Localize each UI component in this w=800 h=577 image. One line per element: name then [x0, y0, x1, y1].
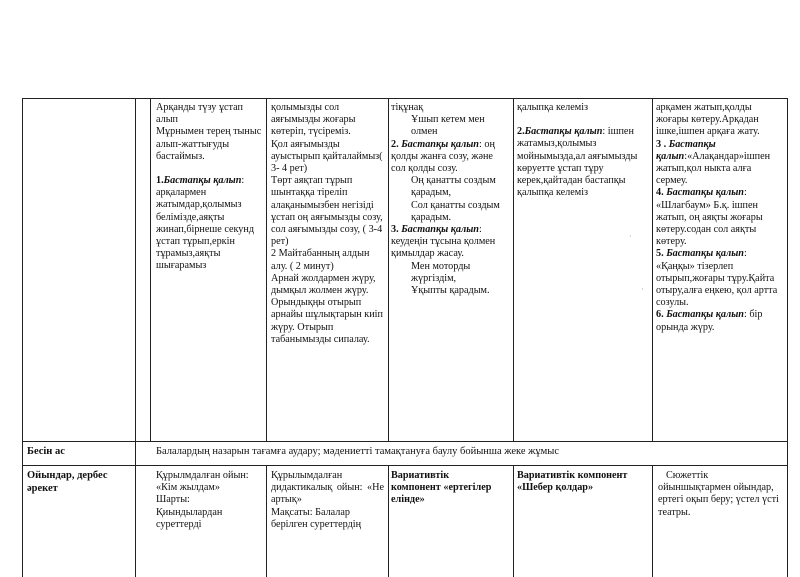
cell-text: 2.	[517, 126, 525, 138]
cell-paragraph	[391, 224, 509, 261]
row-label-lunch: Бесін ас	[27, 446, 65, 457]
cell-text: 6.	[656, 309, 667, 321]
games-cell-2a: Құрылымдалған дидактикалық ойын: «Не артық»	[271, 470, 384, 506]
cell-paragraph	[391, 102, 509, 114]
cell-text: 3.	[391, 224, 402, 236]
games-cell-1: Құрылмдалған ойын: «Кім жылдам» Шарты: Қиындылардан суреттерді	[156, 470, 249, 530]
cell-text: :«Алақандар»ішпен жатып,қол ныкта алға сермеу.	[656, 150, 771, 187]
column-divider	[266, 465, 267, 577]
column-divider	[388, 465, 389, 577]
cell-paragraph	[391, 139, 509, 176]
column-divider	[388, 98, 389, 441]
cell-text: 1.	[156, 175, 164, 187]
column-divider	[150, 98, 151, 441]
cell-text: Ұшып кетем мен олмен	[411, 114, 485, 138]
exercise-cell-4	[517, 102, 649, 199]
cell-paragraph	[156, 126, 262, 163]
cell-text: Бастапқы қалып	[666, 309, 744, 321]
cell-text: : кеудеңін тұсына қолмен қимылдар жасау.	[391, 224, 496, 260]
cell-text: Ұқыпты қарадым.	[411, 285, 490, 297]
cell-paragraph	[517, 102, 649, 114]
cell-text: Мен моторды жүргіздім,	[411, 260, 471, 284]
row-divider	[22, 465, 788, 466]
cell-text: қолымызды сол аяғымызды жоғары көтеріп, түсіреміз.	[271, 102, 356, 138]
cell-paragraph	[156, 175, 262, 273]
cell-text: Бастапқы қалып	[666, 187, 744, 199]
cell-paragraph	[656, 139, 784, 188]
cell-text: Сол қанатты создым қарадым.	[411, 199, 500, 223]
cell-text: Мұрнымен терең тыныс алып-жаттығуды бастаймыз.	[156, 126, 262, 162]
scan-speck: ·	[629, 232, 632, 241]
exercise-cell-3	[391, 102, 509, 297]
cell-paragraph	[656, 309, 784, 333]
cell-paragraph	[271, 273, 384, 297]
column-divider	[513, 98, 514, 441]
cell-text: Бастапқы қалып	[656, 138, 716, 162]
row-label-games: Ойындар, дербес әрекет	[27, 470, 108, 494]
cell-text: Бастапқы қалып	[666, 248, 744, 260]
games-cell-2b: Мақсаты: Балалар берілген суреттердің	[271, 507, 362, 531]
cell-paragraph	[156, 102, 262, 126]
table-left-border	[22, 98, 23, 577]
cell-text: 5.	[656, 248, 667, 260]
cell-text: : оң қолды жанға созу, және сол қолды созу.	[391, 138, 495, 175]
cell-text: : ішпен жатамыз,қолымыз мойнымызда,ал аяғымызды көруетте ұстап тұру керек,қайтадан бастапқы қалыпқа келеміз	[517, 126, 638, 199]
cell-text: : «Шлагбаум» Б.қ. ішпен жатып, оң аяқты жоғары көтеру.содан сол аяқты көтеру.	[656, 187, 763, 248]
cell-text: Арқанды түзу ұстап алып	[156, 102, 243, 126]
cell-text: 3 .	[656, 138, 669, 150]
cell-paragraph	[271, 175, 384, 248]
column-divider	[135, 98, 136, 577]
cell-text: Бастапқы қалып	[524, 126, 603, 138]
cell-paragraph	[391, 175, 509, 199]
cell-text: 2.	[391, 138, 402, 150]
cell-text: арқамен жатып,қолды жоғары көтеру.Арқадан ішке,ішпен арқаға жату.	[656, 102, 760, 138]
row-divider	[22, 441, 788, 442]
exercise-cell-2	[271, 102, 384, 346]
cell-paragraph	[391, 261, 509, 285]
column-divider	[513, 465, 514, 577]
cell-paragraph	[271, 139, 384, 176]
exercise-cell-5	[656, 102, 784, 334]
cell-text: : «Қаңқы» тізерлеп отырып,жоғары тұру.Қайта отыру,алға еңкею, қол артта созулы.	[656, 248, 778, 309]
games-cell-3: Вариативтік компонент «ертегілер елінде»	[391, 470, 492, 506]
cell-text: Қол аяғымызды ауыстырып қайталаймыз( 3- 4 рет)	[271, 138, 383, 175]
lunch-description: Балалардың назарын тағамға аудару; мәдениетті тамақтануға баулу бойынша жеке жұмыс	[156, 446, 559, 457]
scan-speck: ·	[641, 285, 644, 294]
cell-text: Орындықңы отырып арнайы шұлықтарын киіп жүру. Отырып табанымызды сипалау.	[271, 297, 383, 345]
cell-text: : бір орында жүру.	[656, 309, 763, 333]
cell-paragraph	[656, 102, 784, 139]
cell-paragraph	[517, 114, 649, 126]
exercise-cell-1	[156, 102, 262, 273]
cell-paragraph	[156, 163, 262, 175]
column-divider	[652, 465, 653, 577]
cell-text: : арқалармен жатымдар,қолымыз белімізде,аяқты жинап,бірнеше секунд ұстап тұрып,еркін тұрамыз,аяқты шығарамыз	[156, 175, 255, 272]
cell-paragraph	[656, 187, 784, 248]
cell-paragraph	[271, 297, 384, 346]
column-divider	[266, 98, 267, 441]
cell-paragraph	[391, 200, 509, 224]
cell-paragraph	[271, 248, 384, 272]
cell-paragraph	[656, 248, 784, 309]
cell-text: қалыпқа келеміз	[517, 102, 589, 113]
cell-paragraph	[391, 285, 509, 297]
cell-text: 2 Майтабанның алдын алу. ( 2 минут)	[271, 248, 370, 272]
cell-paragraph	[271, 102, 384, 139]
table-right-border	[787, 98, 788, 577]
cell-paragraph	[391, 114, 509, 138]
games-cell-4: Вариативтік компонент «Шебер қолдар»	[517, 470, 628, 494]
games-cell-5: Сюжеттік ойыншықтармен ойындар, ертегі оқып беру; үстел үсті театры.	[658, 470, 779, 518]
cell-text: тіқұнақ	[391, 102, 424, 113]
cell-text: Бастапқы қалып	[401, 138, 479, 150]
cell-text: Төрт аяқтап тұрып шынтаққа тіреліп алақанымызбен негізіді ұстап оң аяғымызды созу, сол аяғымызды созу, ( 3-4 рет)	[271, 175, 383, 248]
cell-text: Арнай жолдармен жүру, дымқыл жолмен жүру.	[271, 272, 376, 297]
cell-text: 4.	[656, 187, 667, 199]
column-divider	[652, 98, 653, 441]
cell-text: Бастапқы қалып	[163, 175, 242, 187]
table-top-border	[22, 98, 788, 99]
cell-text: Оң қанатты создым қарадым,	[411, 175, 496, 199]
cell-text: Бастапқы қалып	[401, 224, 479, 236]
cell-paragraph	[517, 126, 649, 199]
